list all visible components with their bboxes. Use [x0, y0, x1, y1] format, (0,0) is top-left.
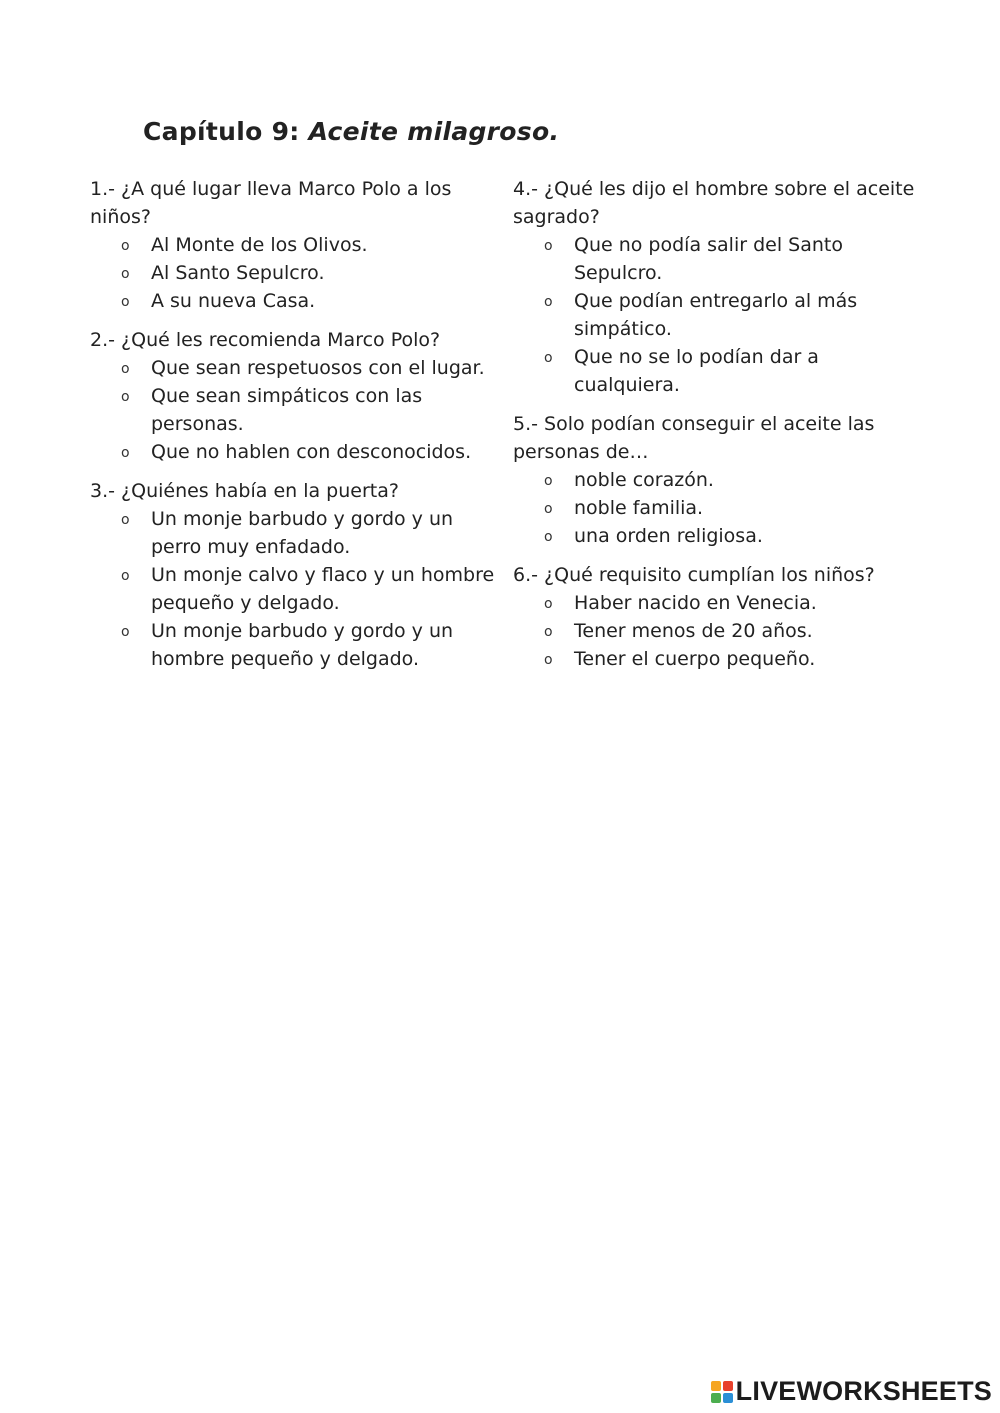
- answer-option[interactable]: [513, 466, 918, 494]
- answer-option[interactable]: [513, 494, 918, 522]
- logo-text: LIVEWORKSHEETS: [735, 1376, 992, 1406]
- bullet-circle-icon: o: [544, 501, 553, 517]
- answer-option[interactable]: [90, 617, 495, 673]
- answer-option[interactable]: [90, 382, 495, 438]
- option-label: Tener el cuerpo pequeño.: [574, 648, 816, 670]
- bullet-circle-icon: o: [544, 238, 553, 254]
- option-label: Que no podía salir del Santo Sepulcro.: [574, 234, 843, 284]
- option-label: noble corazón.: [574, 469, 714, 491]
- answer-option[interactable]: [513, 343, 918, 399]
- option-label: una orden religiosa.: [574, 525, 763, 547]
- question-text: 6.- ¿Qué requisito cumplían los niños?: [513, 564, 875, 586]
- option-label: Un monje barbudo y gordo y un perro muy enfadado.: [151, 508, 454, 558]
- answer-option[interactable]: [513, 589, 918, 617]
- option-label: noble familia.: [574, 497, 704, 519]
- bullet-circle-icon: o: [544, 652, 553, 668]
- answer-option[interactable]: [90, 438, 495, 466]
- question-1: [90, 175, 495, 315]
- logo-square: [711, 1393, 721, 1403]
- worksheet-title: [143, 117, 559, 146]
- answer-options: [513, 466, 918, 550]
- question-3: [90, 477, 495, 673]
- option-label: Que no se lo podían dar a cualquiera.: [574, 346, 819, 396]
- bullet-circle-icon: o: [544, 529, 553, 545]
- bullet-circle-icon: o: [121, 238, 130, 254]
- answer-option[interactable]: [513, 287, 918, 343]
- option-label: Que no hablen con desconocidos.: [151, 441, 472, 463]
- option-label: Haber nacido en Venecia.: [574, 592, 817, 614]
- question-text: 5.- Solo podían conseguir el aceite las personas de…: [513, 413, 875, 463]
- right-question-column: [513, 175, 918, 684]
- option-label: Que sean respetuosos con el lugar.: [151, 357, 485, 379]
- option-label: Un monje calvo y flaco y un hombre pequeño y delgado.: [151, 564, 495, 614]
- logo-square: [723, 1393, 733, 1403]
- answer-option[interactable]: [90, 287, 495, 315]
- question-2: [90, 326, 495, 466]
- question-text: 3.- ¿Quiénes había en la puerta?: [90, 480, 399, 502]
- logo-mark-icon: [711, 1381, 733, 1403]
- answer-options: [513, 589, 918, 673]
- question-text: 4.- ¿Qué les dijo el hombre sobre el aceite sagrado?: [513, 178, 915, 228]
- chapter-label: Capítulo 9:: [143, 117, 300, 146]
- bullet-circle-icon: o: [121, 361, 130, 377]
- answer-option[interactable]: [90, 354, 495, 382]
- answer-option[interactable]: [513, 645, 918, 673]
- answer-options: [90, 231, 495, 315]
- bullet-circle-icon: o: [121, 294, 130, 310]
- answer-option[interactable]: [90, 561, 495, 617]
- logo-square: [723, 1381, 733, 1391]
- answer-option[interactable]: [90, 505, 495, 561]
- bullet-circle-icon: o: [121, 568, 130, 584]
- left-question-column: [90, 175, 495, 684]
- question-text: 1.- ¿A qué lugar lleva Marco Polo a los niños?: [90, 178, 452, 228]
- question-text: 2.- ¿Qué les recomienda Marco Polo?: [90, 329, 441, 351]
- bullet-circle-icon: o: [121, 445, 130, 461]
- chapter-subtitle: Aceite milagroso.: [308, 117, 560, 146]
- option-label: Que podían entregarlo al más simpático.: [574, 290, 858, 340]
- answer-option[interactable]: [90, 231, 495, 259]
- answer-options: [513, 231, 918, 399]
- answer-option[interactable]: [513, 617, 918, 645]
- bullet-circle-icon: o: [544, 473, 553, 489]
- bullet-circle-icon: o: [544, 294, 553, 310]
- bullet-circle-icon: o: [544, 596, 553, 612]
- bullet-circle-icon: o: [121, 624, 130, 640]
- question-6: [513, 561, 918, 673]
- option-label: Que sean simpáticos con las personas.: [151, 385, 423, 435]
- option-label: Al Monte de los Olivos.: [151, 234, 368, 256]
- liveworksheets-logo: [711, 1376, 992, 1407]
- option-label: Al Santo Sepulcro.: [151, 262, 325, 284]
- option-label: Tener menos de 20 años.: [574, 620, 813, 642]
- answer-option[interactable]: [90, 259, 495, 287]
- bullet-circle-icon: o: [121, 389, 130, 405]
- answer-options: [90, 505, 495, 673]
- question-5: [513, 410, 918, 550]
- bullet-circle-icon: o: [544, 624, 553, 640]
- bullet-circle-icon: o: [121, 512, 130, 528]
- question-4: [513, 175, 918, 399]
- bullet-circle-icon: o: [544, 350, 553, 366]
- option-label: A su nueva Casa.: [151, 290, 316, 312]
- bullet-circle-icon: o: [121, 266, 130, 282]
- answer-option[interactable]: [513, 522, 918, 550]
- option-label: Un monje barbudo y gordo y un hombre pequeño y delgado.: [151, 620, 454, 670]
- answer-option[interactable]: [513, 231, 918, 287]
- answer-options: [90, 354, 495, 466]
- logo-square: [711, 1381, 721, 1391]
